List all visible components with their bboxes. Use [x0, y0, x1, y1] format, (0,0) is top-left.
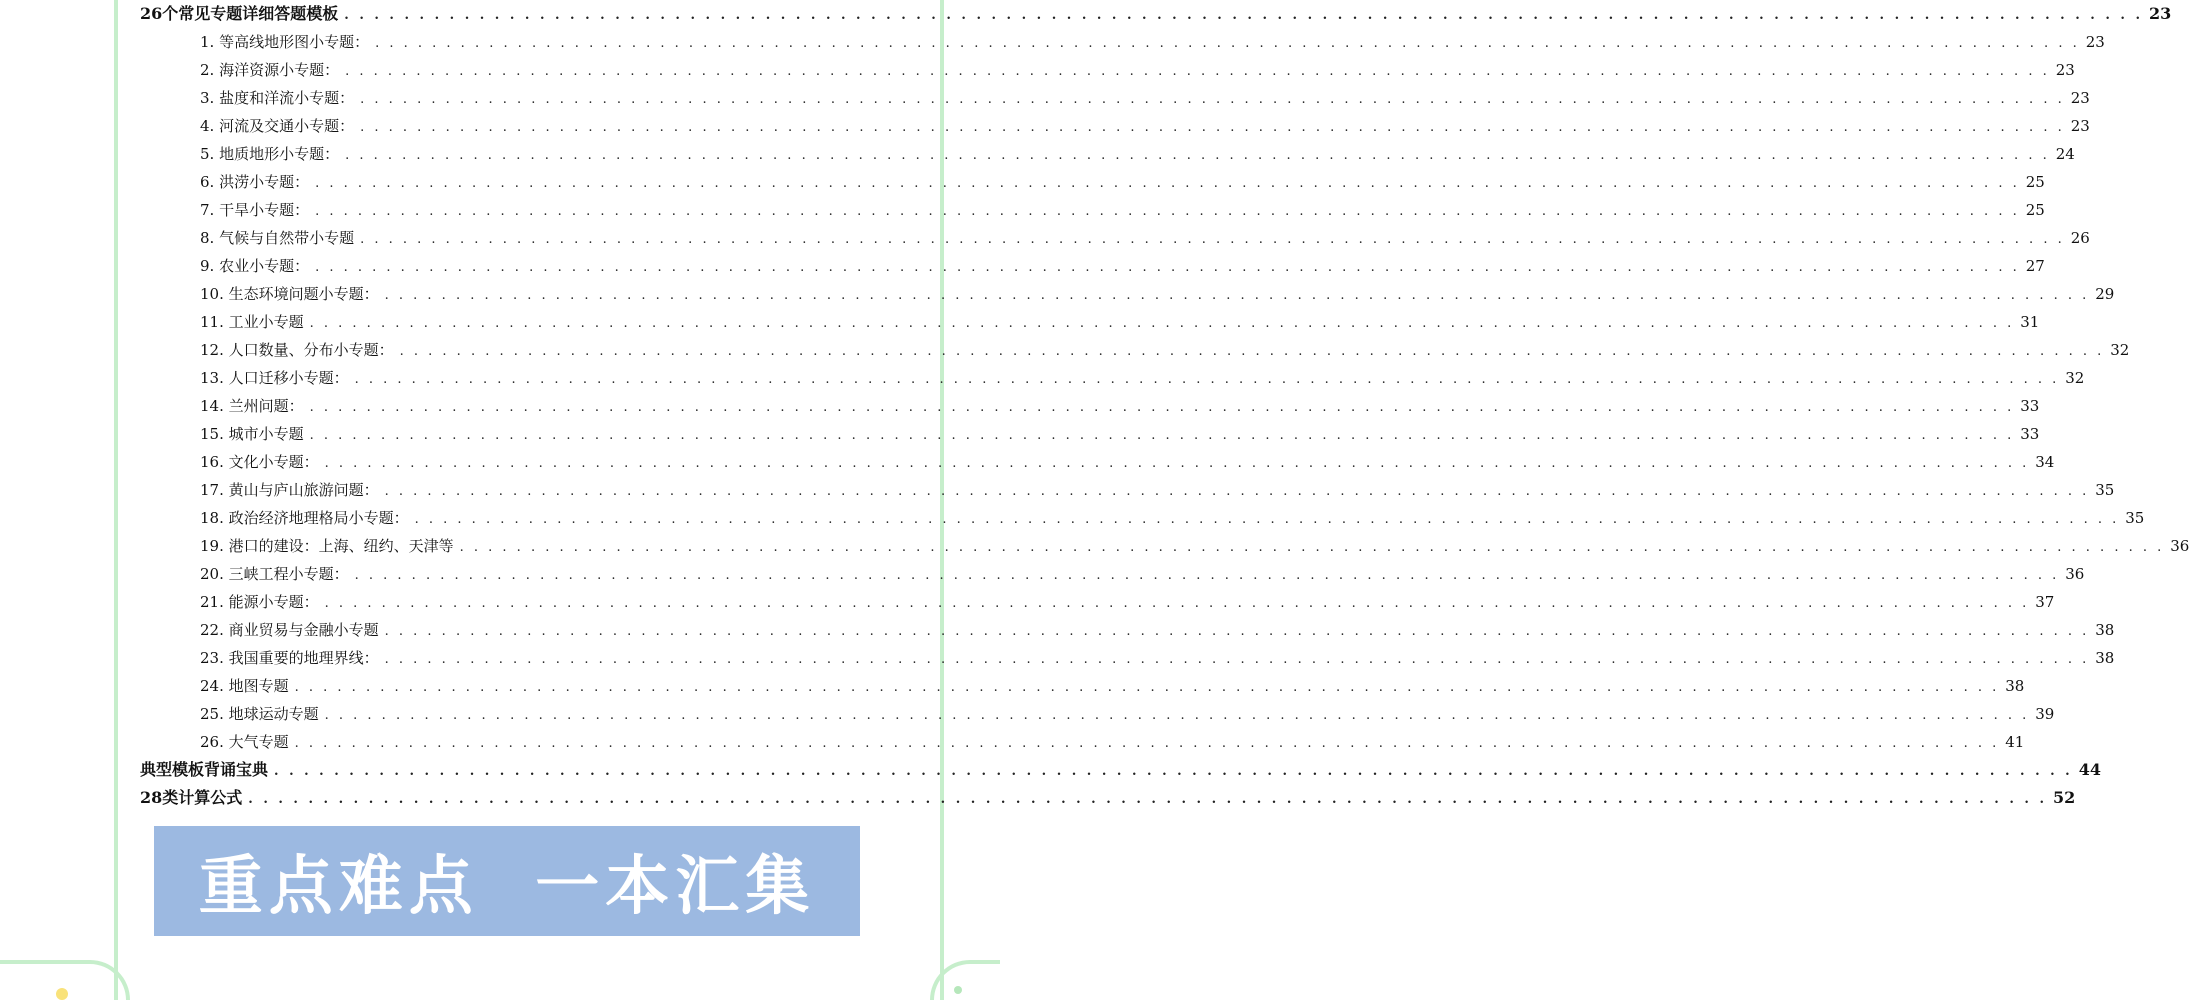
toc-page-number: 35 — [2125, 509, 2145, 527]
toc-page-number: 52 — [2052, 788, 2076, 807]
toc-subentry[interactable] — [140, 728, 2025, 756]
toc-entry-label: 28类计算公式 — [140, 788, 243, 807]
toc-subentry[interactable] — [140, 252, 2045, 280]
toc-page-number: 23 — [2148, 4, 2172, 23]
toc-subentry[interactable] — [140, 364, 2085, 392]
toc-dot-leader: . . . . . . . . . . . . . . . . . . . . . . . . . . . . . . . . . . . . . . . . . . . . . . . . . . . . . . . . . . . . . . . . . . . . . . . . . . . . . . . . . . . . . . . . . . . . . . . . . . . . . . . . . . . . . . . . . . . . . . . . — [324, 456, 2030, 471]
toc-subentry[interactable] — [140, 616, 2115, 644]
toc-page-number: 33 — [2020, 425, 2040, 443]
toc-dot-leader: . . . . . . . . . . . . . . . . . . . . . . . . . . . . . . . . . . . . . . . . . . . . . . . . . . . . . . . . . . . . . . . . . . . . . . . . . . . . . . . . . . . . . . . . . . . . . . . . . . . . . . . . . . . . . . . . . . . . . . . . — [384, 652, 2090, 667]
toc-subentry[interactable] — [140, 28, 2105, 56]
toc-page-number: 25 — [2025, 201, 2045, 219]
toc-subentry[interactable] — [140, 532, 2189, 560]
toc-page-number: 33 — [2020, 397, 2040, 415]
toc-dot-leader: . . . . . . . . . . . . . . . . . . . . . . . . . . . . . . . . . . . . . . . . . . . . . . . . . . . . . . . . . . . . . . . . . . . . . . . . . . . . . . . . . . . . . . . . . . . . . . . . . . . . . . . . . . . . . . . . . . . . . . . . — [309, 316, 2015, 331]
toc-page-number: 35 — [2095, 481, 2115, 499]
toc-dot-leader: . . . . . . . . . . . . . . . . . . . . . . . . . . . . . . . . . . . . . . . . . . . . . . . . . . . . . . . . . . . . . . . . . . . . . . . . . . . . . . . . . . . . . . . . . . . . . . . . . . . . . . . . . . . . . . . . . . . . . . . . — [344, 8, 2143, 23]
toc-subentry[interactable] — [140, 308, 2040, 336]
toc-entry-label: 22. 商业贸易与金融小专题 — [200, 621, 379, 639]
toc-page-number: 26 — [2070, 229, 2090, 247]
toc-dot-leader: . . . . . . . . . . . . . . . . . . . . . . . . . . . . . . . . . . . . . . . . . . . . . . . . . . . . . . . . . . . . . . . . . . . . . . . . . . . . . . . . . . . . . . . . . . . . . . . . . . . . . . . . . . . . . . . . . . . . . . . . — [324, 708, 2030, 723]
toc-dot-leader: . . . . . . . . . . . . . . . . . . . . . . . . . . . . . . . . . . . . . . . . . . . . . . . . . . . . . . . . . . . . . . . . . . . . . . . . . . . . . . . . . . . . . . . . . . . . . . . . . . . . . . . . . . . . . . . . . . . . . . . . — [345, 148, 2050, 163]
toc-dot-leader: . . . . . . . . . . . . . . . . . . . . . . . . . . . . . . . . . . . . . . . . . . . . . . . . . . . . . . . . . . . . . . . . . . . . . . . . . . . . . . . . . . . . . . . . . . . . . . . . . . . . . . . . . . . . . . . . . . . . . . . . — [354, 568, 2060, 583]
toc-subentry[interactable] — [140, 56, 2075, 84]
toc-entry-label: 19. 港口的建设：上海、纽约、天津等 — [200, 537, 454, 555]
toc-entry-label: 典型模板背诵宝典 — [140, 760, 269, 779]
toc-subentry[interactable] — [140, 448, 2055, 476]
toc-subentry[interactable] — [140, 644, 2115, 672]
toc-entry-label: 26. 大气专题 — [200, 733, 289, 751]
toc-entry-label: 24. 地图专题 — [200, 677, 289, 695]
toc-subentry[interactable] — [140, 196, 2045, 224]
toc-entry-label: 26个常见专题详细答题模板 — [140, 4, 339, 23]
toc-dot-leader: . . . . . . . . . . . . . . . . . . . . . . . . . . . . . . . . . . . . . . . . . . . . . . . . . . . . . . . . . . . . . . . . . . . . . . . . . . . . . . . . . . . . . . . . . . . . . . . . . . . . . . . . . . . . . . . . . . . . . . . . — [315, 176, 2020, 191]
toc-entry-label: 1. 等高线地形图小专题： — [200, 33, 370, 51]
toc-subentry[interactable] — [140, 392, 2040, 420]
toc-dot-leader: . . . . . . . . . . . . . . . . . . . . . . . . . . . . . . . . . . . . . . . . . . . . . . . . . . . . . . . . . . . . . . . . . . . . . . . . . . . . . . . . . . . . . . . . . . . . . . . . . . . . . . . . . . . . . . . . . . . . . . . . — [360, 92, 2065, 107]
toc-entry-label: 2. 海洋资源小专题： — [200, 61, 340, 79]
toc-dot-leader: . . . . . . . . . . . . . . . . . . . . . . . . . . . . . . . . . . . . . . . . . . . . . . . . . . . . . . . . . . . . . . . . . . . . . . . . . . . . . . . . . . . . . . . . . . . . . . . . . . . . . . . . . . . . . . . . . . . . . . . . — [294, 680, 2000, 695]
toc-entry-label: 16. 文化小专题： — [200, 453, 319, 471]
toc-dot-leader: . . . . . . . . . . . . . . . . . . . . . . . . . . . . . . . . . . . . . . . . . . . . . . . . . . . . . . . . . . . . . . . . . . . . . . . . . . . . . . . . . . . . . . . . . . . . . . . . . . . . . . . . . . . . . . . . . . . . . . . . — [399, 344, 2105, 359]
toc-section-entry[interactable] — [140, 0, 2172, 28]
yellow-dot-decoration — [56, 988, 68, 1000]
toc-dot-leader: . . . . . . . . . . . . . . . . . . . . . . . . . . . . . . . . . . . . . . . . . . . . . . . . . . . . . . . . . . . . . . . . . . . . . . . . . . . . . . . . . . . . . . . . . . . . . . . . . . . . . . . . . . . . . . . . . . . . . . . . — [459, 540, 2165, 555]
toc-page-number: 23 — [2085, 33, 2105, 51]
toc-page-number: 23 — [2055, 61, 2075, 79]
toc-entry-label: 3. 盐度和洋流小专题： — [200, 89, 355, 107]
toc-subentry[interactable] — [140, 336, 2130, 364]
green-dot-decoration — [954, 986, 962, 994]
toc-dot-leader: . . . . . . . . . . . . . . . . . . . . . . . . . . . . . . . . . . . . . . . . . . . . . . . . . . . . . . . . . . . . . . . . . . . . . . . . . . . . . . . . . . . . . . . . . . . . . . . . . . . . . . . . . . . . . . . . . . . . . . . . — [345, 64, 2050, 79]
toc-subentry[interactable] — [140, 168, 2045, 196]
toc-page-number: 31 — [2020, 313, 2040, 331]
toc-dot-leader: . . . . . . . . . . . . . . . . . . . . . . . . . . . . . . . . . . . . . . . . . . . . . . . . . . . . . . . . . . . . . . . . . . . . . . . . . . . . . . . . . . . . . . . . . . . . . . . . . . . . . . . . . . . . . . . . . . . . . . . . — [414, 512, 2120, 527]
toc-page-number: 24 — [2055, 145, 2075, 163]
toc-page-number: 32 — [2065, 369, 2085, 387]
toc-section-entry[interactable] — [140, 784, 2076, 812]
toc-entry-label: 4. 河流及交通小专题： — [200, 117, 355, 135]
toc-dot-leader: . . . . . . . . . . . . . . . . . . . . . . . . . . . . . . . . . . . . . . . . . . . . . . . . . . . . . . . . . . . . . . . . . . . . . . . . . . . . . . . . . . . . . . . . . . . . . . . . . . . . . . . . . . . . . . . . . . . . . . . . — [375, 36, 2080, 51]
toc-entry-label: 20. 三峡工程小专题： — [200, 565, 349, 583]
toc-subentry[interactable] — [140, 84, 2090, 112]
toc-page-number: 44 — [2078, 760, 2101, 779]
promo-banner — [154, 826, 860, 936]
toc-entry-label: 13. 人口迁移小专题： — [200, 369, 349, 387]
toc-entry-label: 11. 工业小专题 — [200, 313, 304, 331]
toc-dot-leader: . . . . . . . . . . . . . . . . . . . . . . . . . . . . . . . . . . . . . . . . . . . . . . . . . . . . . . . . . . . . . . . . . . . . . . . . . . . . . . . . . . . . . . . . . . . . . . . . . . . . . . . . . . . . . . . . . . . . . . . . — [315, 260, 2020, 275]
toc-entry-label: 8. 气候与自然带小专题 — [200, 229, 355, 247]
toc-entry-label: 9. 农业小专题： — [200, 257, 310, 275]
toc-subentry[interactable] — [140, 420, 2040, 448]
left-decorative-border — [0, 0, 118, 1000]
toc-dot-leader: . . . . . . . . . . . . . . . . . . . . . . . . . . . . . . . . . . . . . . . . . . . . . . . . . . . . . . . . . . . . . . . . . . . . . . . . . . . . . . . . . . . . . . . . . . . . . . . . . . . . . . . . . . . . . . . . . . . . . . . . — [248, 792, 2047, 807]
toc-page-number: 27 — [2025, 257, 2045, 275]
toc-entry-label: 14. 兰州问题： — [200, 397, 304, 415]
toc-subentry[interactable] — [140, 504, 2145, 532]
toc-subentry[interactable] — [140, 140, 2075, 168]
toc-subentry[interactable] — [140, 588, 2055, 616]
toc-page-number: 38 — [2095, 649, 2115, 667]
toc-subentry[interactable] — [140, 560, 2085, 588]
toc-page-number: 32 — [2110, 341, 2130, 359]
toc-subentry[interactable] — [140, 112, 2090, 140]
toc-dot-leader: . . . . . . . . . . . . . . . . . . . . . . . . . . . . . . . . . . . . . . . . . . . . . . . . . . . . . . . . . . . . . . . . . . . . . . . . . . . . . . . . . . . . . . . . . . . . . . . . . . . . . . . . . . . . . . . . . . . . . . . . — [354, 372, 2060, 387]
toc-page-number: 23 — [2070, 89, 2090, 107]
toc-entry-label: 17. 黄山与庐山旅游问题： — [200, 481, 379, 499]
toc-entry-label: 15. 城市小专题 — [200, 425, 304, 443]
toc-section-entry[interactable] — [140, 756, 2101, 784]
toc-dot-leader: . . . . . . . . . . . . . . . . . . . . . . . . . . . . . . . . . . . . . . . . . . . . . . . . . . . . . . . . . . . . . . . . . . . . . . . . . . . . . . . . . . . . . . . . . . . . . . . . . . . . . . . . . . . . . . . . . . . . . . . . — [324, 596, 2030, 611]
toc-entry-label: 23. 我国重要的地理界线： — [200, 649, 379, 667]
toc-dot-leader: . . . . . . . . . . . . . . . . . . . . . . . . . . . . . . . . . . . . . . . . . . . . . . . . . . . . . . . . . . . . . . . . . . . . . . . . . . . . . . . . . . . . . . . . . . . . . . . . . . . . . . . . . . . . . . . . . . . . . . . . — [315, 204, 2020, 219]
toc-page-number: 36 — [2170, 537, 2189, 555]
toc-subentry[interactable] — [140, 280, 2115, 308]
toc-entry-label: 18. 政治经济地理格局小专题： — [200, 509, 409, 527]
toc-dot-leader: . . . . . . . . . . . . . . . . . . . . . . . . . . . . . . . . . . . . . . . . . . . . . . . . . . . . . . . . . . . . . . . . . . . . . . . . . . . . . . . . . . . . . . . . . . . . . . . . . . . . . . . . . . . . . . . . . . . . . . . . — [384, 624, 2090, 639]
banner-text: 重点难点 一本汇集 — [198, 850, 816, 924]
toc-dot-leader: . . . . . . . . . . . . . . . . . . . . . . . . . . . . . . . . . . . . . . . . . . . . . . . . . . . . . . . . . . . . . . . . . . . . . . . . . . . . . . . . . . . . . . . . . . . . . . . . . . . . . . . . . . . . . . . . . . . . . . . . — [294, 736, 2000, 751]
toc-page-number: 23 — [2070, 117, 2090, 135]
toc-entry-label: 21. 能源小专题： — [200, 593, 319, 611]
toc-entry-label: 7. 干旱小专题： — [200, 201, 310, 219]
toc-dot-leader: . . . . . . . . . . . . . . . . . . . . . . . . . . . . . . . . . . . . . . . . . . . . . . . . . . . . . . . . . . . . . . . . . . . . . . . . . . . . . . . . . . . . . . . . . . . . . . . . . . . . . . . . . . . . . . . . . . . . . . . . — [360, 120, 2065, 135]
toc-page-number: 38 — [2005, 677, 2025, 695]
toc-page-number: 37 — [2035, 593, 2055, 611]
toc-entry-label: 5. 地质地形小专题： — [200, 145, 340, 163]
toc-dot-leader: . . . . . . . . . . . . . . . . . . . . . . . . . . . . . . . . . . . . . . . . . . . . . . . . . . . . . . . . . . . . . . . . . . . . . . . . . . . . . . . . . . . . . . . . . . . . . . . . . . . . . . . . . . . . . . . . . . . . . . . . — [274, 764, 2073, 779]
toc-subentry[interactable] — [140, 224, 2090, 252]
toc-page-number: 41 — [2005, 733, 2025, 751]
toc-entry-label: 12. 人口数量、分布小专题： — [200, 341, 394, 359]
toc-subentry[interactable] — [140, 672, 2025, 700]
toc-entry-label: 25. 地球运动专题 — [200, 705, 319, 723]
toc-page-number: 34 — [2035, 453, 2055, 471]
toc-subentry[interactable] — [140, 700, 2055, 728]
toc-page-number: 39 — [2035, 705, 2055, 723]
toc-entry-label: 10. 生态环境问题小专题： — [200, 285, 379, 303]
toc-dot-leader: . . . . . . . . . . . . . . . . . . . . . . . . . . . . . . . . . . . . . . . . . . . . . . . . . . . . . . . . . . . . . . . . . . . . . . . . . . . . . . . . . . . . . . . . . . . . . . . . . . . . . . . . . . . . . . . . . . . . . . . . — [309, 428, 2015, 443]
toc-page-number: 25 — [2025, 173, 2045, 191]
toc-dot-leader: . . . . . . . . . . . . . . . . . . . . . . . . . . . . . . . . . . . . . . . . . . . . . . . . . . . . . . . . . . . . . . . . . . . . . . . . . . . . . . . . . . . . . . . . . . . . . . . . . . . . . . . . . . . . . . . . . . . . . . . . — [384, 484, 2090, 499]
toc-page-number: 38 — [2095, 621, 2115, 639]
toc-dot-leader: . . . . . . . . . . . . . . . . . . . . . . . . . . . . . . . . . . . . . . . . . . . . . . . . . . . . . . . . . . . . . . . . . . . . . . . . . . . . . . . . . . . . . . . . . . . . . . . . . . . . . . . . . . . . . . . . . . . . . . . . — [384, 288, 2090, 303]
toc-dot-leader: . . . . . . . . . . . . . . . . . . . . . . . . . . . . . . . . . . . . . . . . . . . . . . . . . . . . . . . . . . . . . . . . . . . . . . . . . . . . . . . . . . . . . . . . . . . . . . . . . . . . . . . . . . . . . . . . . . . . . . . . — [309, 400, 2015, 415]
toc-entry-label: 6. 洪涝小专题： — [200, 173, 310, 191]
toc-subentry[interactable] — [140, 476, 2115, 504]
toc-page-number: 36 — [2065, 565, 2085, 583]
table-of-contents — [140, 0, 2189, 812]
toc-dot-leader: . . . . . . . . . . . . . . . . . . . . . . . . . . . . . . . . . . . . . . . . . . . . . . . . . . . . . . . . . . . . . . . . . . . . . . . . . . . . . . . . . . . . . . . . . . . . . . . . . . . . . . . . . . . . . . . . . . . . . . . . — [360, 232, 2065, 247]
toc-page-number: 29 — [2095, 285, 2115, 303]
